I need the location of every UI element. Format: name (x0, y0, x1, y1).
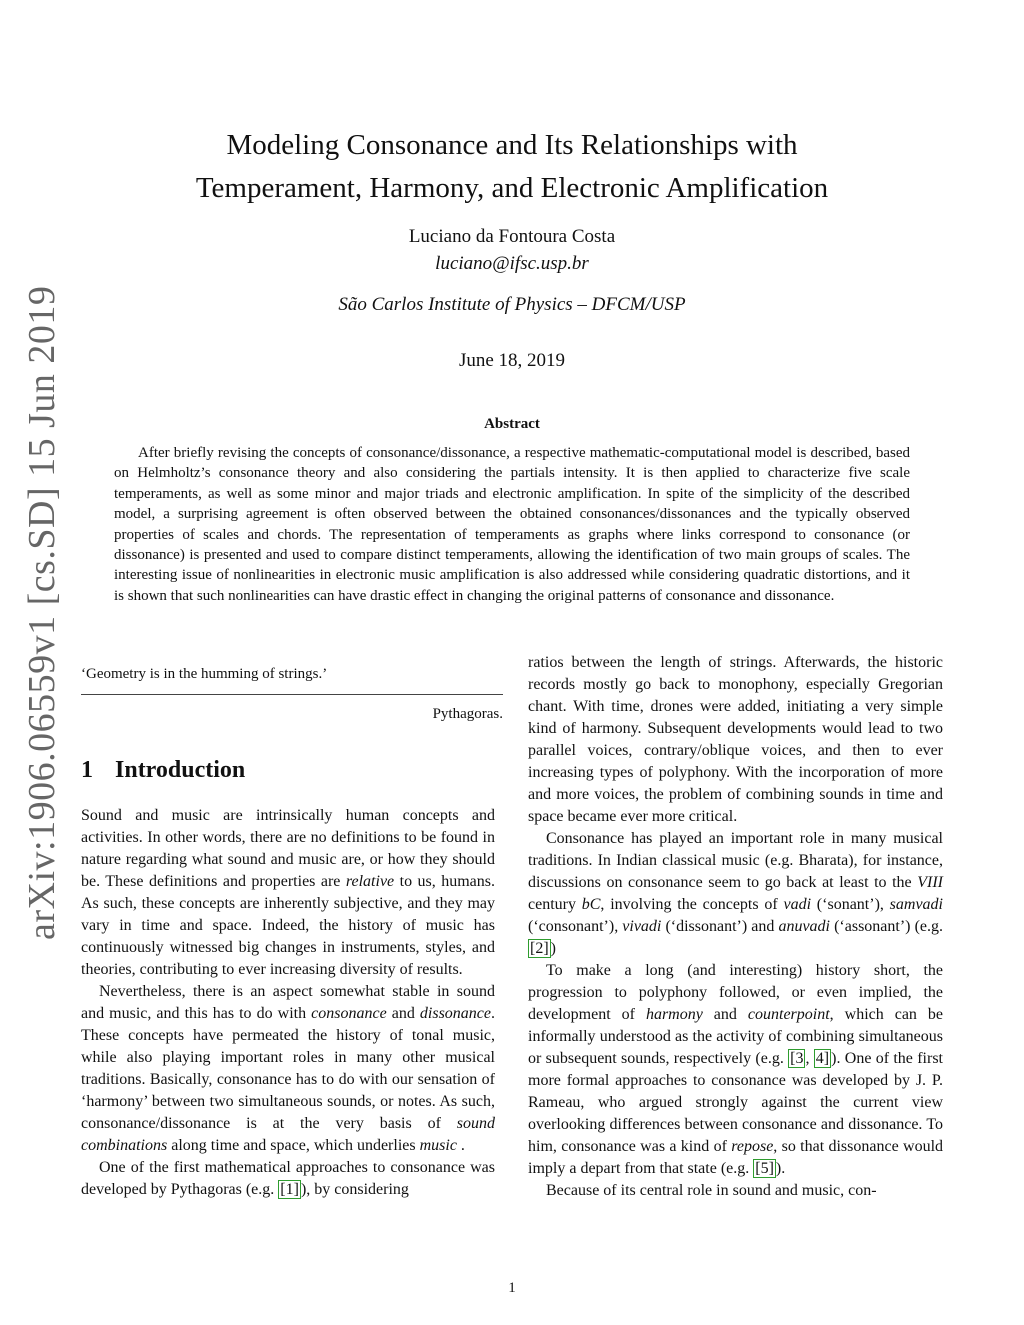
right-paragraph-2: Consonance has played an important role in many musical traditions. In Indian classical music (e.g. Bharata), for instance, discussions on consonance seem to go back at least to the VIII century bC, involving the concepts of vadi (‘sonant’), samvadi (‘consonant’), vivadi (‘dissonant’) and anuvadi (‘assonant’) (e.g. [2] ) (528, 830, 943, 957)
right-paragraph-3: To make a long (and interesting) history short, the progression to polyphony followed, or even implied, the development of harmony and counterpoint, which can be informally understood as the activity of combining simultaneous or subsequent sounds, respectively (e.g. [3 , 4] ). One of the first more formal approaches to consonance was developed by J. P. Rameau, who argued strongly against the current view overlooking differences between consonance and dissonance. To him, consonance was a kind of repose, so that dissonance would imply a depart from that state (e.g. [5] ). (528, 962, 944, 1177)
author-email: luciano@ifsc.usp.br (435, 253, 589, 274)
citation-link-2[interactable]: [2] (530, 940, 549, 957)
intro-paragraph-2: Nevertheless, there is an aspect somewhat stable in sound and music, and this has to do with consonance and dissonance. These concepts have permeated the history of tonal music, while also playing important roles in many other musical traditions. Basically, consonance has to do with our sensation of ‘harmony’ between two simultaneous sounds, or notes. As such, consonance/dissonance is at the very basis of sound combinations along time and space, which underlies music . (81, 983, 495, 1154)
citation-link-5[interactable]: [5] (755, 1160, 774, 1177)
citation-link-3[interactable]: [3 (790, 1050, 804, 1067)
epigraph-divider (81, 694, 503, 695)
epigraph-quote: ‘Geometry is in the humming of strings.’ (81, 666, 328, 682)
epigraph-author: Pythagoras. (432, 706, 503, 722)
author-name: Luciano da Fontoura Costa (408, 226, 616, 247)
section-title: Introduction (115, 757, 246, 783)
title-line-1: Modeling Consonance and Its Relationships with (226, 129, 798, 161)
title-line-2: Temperament, Harmony, and Electronic Amplification (195, 172, 829, 204)
paper-title (100, 124, 924, 210)
publication-date: June 18, 2019 (458, 350, 566, 371)
section-number: 1 (81, 757, 93, 783)
abstract-heading: Abstract (484, 416, 540, 432)
abstract-text: After briefly revising the concepts of consonance/dissonance, a respective mathematic-computational model is described, based on Helmholtz’s consonance theory and also considering the partials intensity. It is then applied to characterize five scale temperaments, as well as some minor and major triads and electronic amplification. In spite of the simplicity of the described model, a surprising agreement is often observed between the obtained consonances/dissonances and the typically observed properties of scales and chords. The representation of temperaments as graphs where links correspond to consonance (or dissonance) is presented and used to compare distinct temperaments, allowing the identification of two main groups of scales. The interesting issue of nonlinearities in electronic music amplification is also addressed while considering quadratic distortions, and it is shown that such nonlinearities can have drastic effect in changing the original patterns of consonance and dissonance. (114, 445, 910, 604)
right-column (528, 652, 943, 1202)
right-paragraph-1: ratios between the length of strings. Afterwards, the historic records mostly go back to monophony, especially Gregorian chant. With time, drones were added, initiating a very simple kind of harmony. Subsequent developments would lead to two parallel voices, contrary/oblique voices, and then to ever increasing types of polyphony. With the incorporation of more and more voices, the problem of combining sounds in time and space became ever more critical. (528, 654, 943, 825)
arxiv-identifier: arXiv:1906.06559v1 [cs.SD] 15 Jun 2019 (21, 285, 63, 940)
arxiv-stamp (0, 0, 63, 940)
left-column (81, 664, 503, 1201)
section-heading-introduction (81, 755, 495, 785)
citation-link-4[interactable]: 4] (815, 1050, 830, 1067)
intro-paragraph-1: Sound and music are intrinsically human concepts and activities. In other words, there are no definitions to be found in nature regarding what sound and music are, or how they should be. These definitions and properties are relative to us, humans. As such, these concepts are inherently subjective, and they may vary in time and space. Indeed, the history of music has continuously witnessed big changes in instruments, styles, and theories, contributing to ever increasing diversity of results. (81, 807, 496, 978)
affiliation: São Carlos Institute of Physics – DFCM/USP (338, 294, 686, 315)
intro-paragraph-3: One of the first mathematical approaches to consonance was developed by Pythagoras (e.g. [1] ), by considering (81, 1159, 495, 1198)
citation-link-1[interactable]: [1] (280, 1181, 299, 1198)
right-paragraph-4: Because of its central role in sound and music, con- (546, 1182, 877, 1199)
page-number: 1 (508, 1280, 516, 1296)
